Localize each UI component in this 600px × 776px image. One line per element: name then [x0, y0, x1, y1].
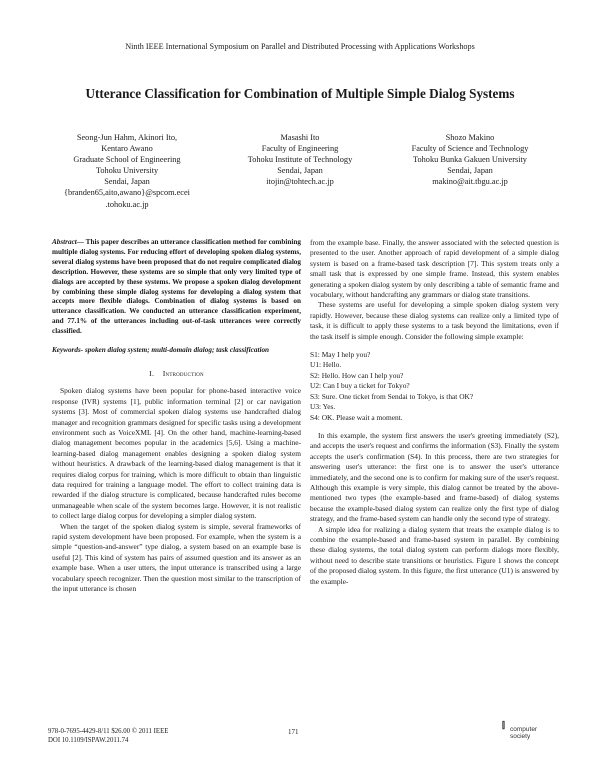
author-line: Tohoku Bunka Gakuen University: [413, 155, 527, 165]
author-line: Sendai, Japan: [104, 177, 150, 187]
author-line: Sendai, Japan: [277, 166, 323, 176]
dialog-example: [310, 350, 559, 423]
dialog-line: S1: May I help you?: [310, 350, 371, 360]
left-column: [52, 238, 301, 595]
dialog-line: U3: Yes.: [310, 402, 336, 412]
author-line: itojin@tohtech.ac.jp: [266, 177, 334, 187]
page-number: 171: [288, 728, 299, 736]
footer-isbn: 978-0-7695-4429-8/11 $26.00 © 2011 IEEE: [48, 728, 169, 735]
abstract-text: This paper describes an utterance classification method for combining multiple dialog systems. For reducing effort of developing spoken dialog systems, several dialog systems have been proposed that do not require complicated dialog description. However, these systems are so simple that only very limited type of dialogs are accepted by these systems. We propose a spoken dialog development by combining these simple dialog systems for developing a dialog system that accepts more flexible dialogs. Combination of dialog systems is based on utterance classification. We conducted an utterance classification experiment, and 77.1% of the utterances including out-of-task utterances were correctly classified.: [52, 238, 301, 336]
keywords-label: Keywords-: [52, 346, 84, 355]
body-paragraph: from the example base. Finally, the answer associated with the selected question is presented to the user. Another approach of rapid development of a simple dialog system is based on a frame-based task description [7]. This system treats only a small task that is expressed by one simple frame. Instead, this system enables generating a spoken dialog system by only describing a table of semantic frame and vocabulary, without handcrafting any grammars or dialog state transitions.: [310, 238, 559, 300]
keywords: [52, 346, 301, 356]
author-line: Seong-Jun Hahm, Akinori Ito,: [76, 133, 178, 142]
author-line: Tohoku Institute of Technology: [247, 155, 353, 165]
logo-text: [510, 726, 537, 740]
dialog-line: U1: Hello.: [310, 360, 342, 370]
logo-line: computer: [510, 726, 538, 733]
footer-info: [48, 727, 168, 745]
author-block-2: [230, 132, 370, 187]
abstract-label: Abstract—: [52, 238, 84, 246]
author-block-1: [52, 132, 202, 210]
dialog-line: S4: OK. Please wait a moment.: [310, 412, 403, 422]
author-line: Shozo Makino: [445, 133, 495, 142]
author-line: Graduate School of Engineering: [73, 155, 181, 165]
computer-society-mark-icon: ⫿: [502, 720, 505, 730]
author-line: Faculty of Science and Technology: [411, 144, 529, 154]
conference-header: Ninth IEEE International Symposium on Parallel and Distributed Processing with Applications Workshops: [125, 42, 475, 51]
author-line: {branden65,aito,awano}@spcom.ecei: [64, 188, 190, 198]
author-block-3: [395, 132, 545, 187]
section-title: Introduction: [162, 368, 204, 378]
author-line: .tohoku.ac.jp: [105, 199, 149, 209]
body-paragraph: Spoken dialog systems have been popular for phone-based interactive voice response (IVR) systems [1], public information terminal [2] or car navigation systems [3]. Most of commercial spoken dialog systems use handcrafted dialog manager and recognition grammars designed for specific tasks using a development environment such as VoiceXML [4]. On the other hand, machine-learning-based dialog management becomes popular in the academics [5,6]. Using a machine-learning-based dialog management enables designing a spoken dialog system without heuristics. A drawback of the learning-based dialog management is that it requires dialog corpus for training, which is more difficult to obtain than linguistic data required for training a language model. The effort to collect training data is rewarded if the dialog structure is complicated, because handcrafted rules become unmanageable when scale of the system becomes large. However, it is not realistic to collect large dialog corpus for developing a simpler dialog system.: [52, 386, 301, 521]
section-heading: [52, 369, 301, 379]
body-paragraph: A simple idea for realizing a dialog system that treats the example dialog is to combine the example-based and frame-based system in parallel. By combining these dialog systems, the total dialog system can perform dialogs more flexibly, without need to describe state transitions or heuristics. Figure 1 shows the concept of the proposed dialog system. In this figure, the first utterance (U1) is answered by the example-: [310, 524, 559, 586]
logo-line: society: [510, 733, 531, 740]
author-line: Faculty of Engineering: [261, 144, 339, 154]
paper-title: Utterance Classification for Combination of Multiple Simple Dialog Systems: [85, 86, 515, 101]
author-line: Masashi Ito: [280, 133, 320, 142]
computer-society-logo: [502, 720, 552, 748]
right-column: [310, 238, 559, 587]
author-line: Tohoku University: [95, 166, 159, 176]
abstract: [52, 238, 301, 337]
body-paragraph: When the target of the spoken dialog system is simple, several frameworks of rapid system development have been proposed. For example, when the system is a simple “question-and-answer” type dialog, a system based on an example base is useful [2]. This kind of system has pairs of assumed question and its answer as an example base. When a user utters, the input utterance is transcribed using a large vocabulary speech recognizer. Then the question most similar to the transcription of the input utterance is chosen: [52, 521, 301, 594]
keywords-text: spoken dialog system; multi-domain dialog; task classification: [83, 346, 270, 355]
author-line: Kentaro Awano: [101, 144, 153, 154]
dialog-line: S2: Hello. How can I help you?: [310, 370, 404, 380]
author-line: makino@ait.tbgu.ac.jp: [432, 177, 508, 187]
section-number: I.: [149, 368, 155, 378]
dialog-line: S3: Sure. One ticket from Sendai to Tokyo, is that OK?: [310, 391, 474, 401]
body-paragraph: These systems are useful for developing a simple spoken dialog system very rapidly. However, because these dialog systems can realize only a limited type of task, it is difficult to apply these systems to a task beyond the limitations, even if the task itself is simple enough. Consider the following simple example:: [310, 300, 559, 341]
author-line: Sendai, Japan: [447, 166, 493, 176]
dialog-line: U2: Can I buy a ticket for Tokyo?: [310, 381, 410, 391]
footer-doi: DOI 10.1109/ISPAW.2011.74: [48, 737, 129, 744]
body-paragraph: In this example, the system first answers the user's greeting immediately (S2), and accepts the user's request and confirms the information (S3). Finally the system accepts the user's confirmation (S4). In this process, there are two strategies for answering user's utterance: the first one is to answer the user's utterance immediately, and the second one is to confirm for making sure of the user's request. Although this example is very simple, this dialog cannot be treated by the above-mentioned two types (the example-based and frame-based) of dialog systems because the example-based dialog system can realize only the first type of dialog strategy, and the frame-based system can handle only the second type of strategy.: [310, 430, 559, 524]
